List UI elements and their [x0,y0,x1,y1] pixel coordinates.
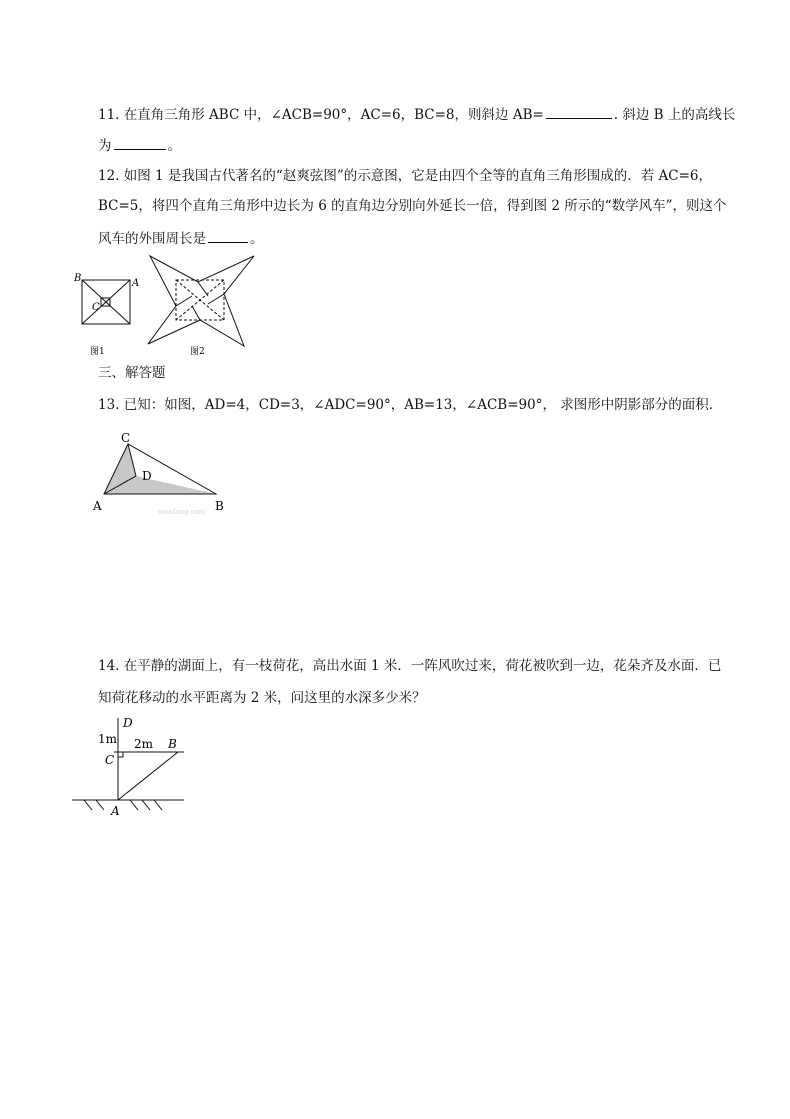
q13-figure [88,430,238,520]
fig2-inner-edge-3 [192,306,200,320]
q11-line-1 [98,104,736,125]
q14-right-angle-mark [118,752,123,757]
q13-label-d: D [142,469,152,483]
q13-label-b: B [215,499,224,513]
q14-hatch-3 [130,800,138,810]
q14-hatch-5 [154,800,162,810]
q12-text-3-after: 。 [250,231,264,247]
q11-answer-blank-ab [546,104,612,119]
q11-line-2 [98,135,720,156]
q14-label-1m: 1m [98,732,118,746]
q14-label-c: C [105,753,115,767]
q13-shaded-region [104,444,216,494]
q13-text: 13. 已知：如图，AD=4，CD=3，∠ADC=90°，AB=13，∠ACB=90°， 求图形中阴影部分的面积． [98,397,723,413]
fig2-diagonal-2 [176,280,224,320]
q14-line-2: 知荷花移动的水平距离为 2 米，问这里的水深多少米？ [98,690,426,706]
fig2-inner-edge-2 [208,294,224,304]
q11-answer-blank-height [114,135,166,150]
q12-text-3: 风车的外围周长是 [98,231,206,247]
q13-label-c: C [121,431,131,445]
q14-hatch-2 [96,800,104,810]
q12-figure-1 [70,270,150,362]
q14-hatch-1 [84,800,92,810]
fig1-label-b: B [74,273,82,284]
q12-line-3 [98,228,720,249]
section-3-title: 三、解答题 [98,365,166,381]
q11-text-2: 为 [98,138,112,154]
q14-hatch-4 [142,800,150,810]
fig2-caption: 图2 [190,347,205,357]
q12-line-2: BC=5，将四个直角三角形中边长为 6 的直角边分别向外延长一倍，得到图 2 所示的“数学风车”，则这个 [98,198,727,214]
q12-figure-2 [142,250,258,362]
q11-text-after: . 斜边 B 上的高线长 [613,107,736,123]
q14-figure [68,714,192,818]
q14-label-b: B [168,737,177,751]
fig2-inner-edge-4 [176,296,192,306]
q12-answer-blank [208,228,248,243]
q11-text: 11. 在直角三角形 ABC 中，∠ACB=90°，AC=6，BC=8，则斜边 AB= [98,107,544,123]
q14-label-a: A [111,804,120,818]
q14-bent-stem [118,752,178,800]
q14-label-2m: 2m [134,737,154,751]
fig1-caption: 图1 [90,347,105,357]
fig1-label-c: C [92,302,100,313]
q13-label-a: A [93,499,102,513]
q14-line-1: 14. 在平静的湖面上，有一枝荷花，高出水面 1 米．一阵风吹过来，荷花被吹到一边，花朵齐及水面．已 [98,658,722,674]
q13-watermark: wanfang.com [158,508,206,516]
fig1-label-a: A [132,278,140,289]
q12-line-1: 12. 如图 1 是我国古代著名的“赵爽弦图”的示意图，它是由四个全等的直角三角形围成的．若 AC=6， [98,168,713,184]
fig2-inner-edge-1 [198,282,208,296]
q11-text-2-after: 。 [167,138,181,154]
q14-label-d: D [123,716,133,730]
